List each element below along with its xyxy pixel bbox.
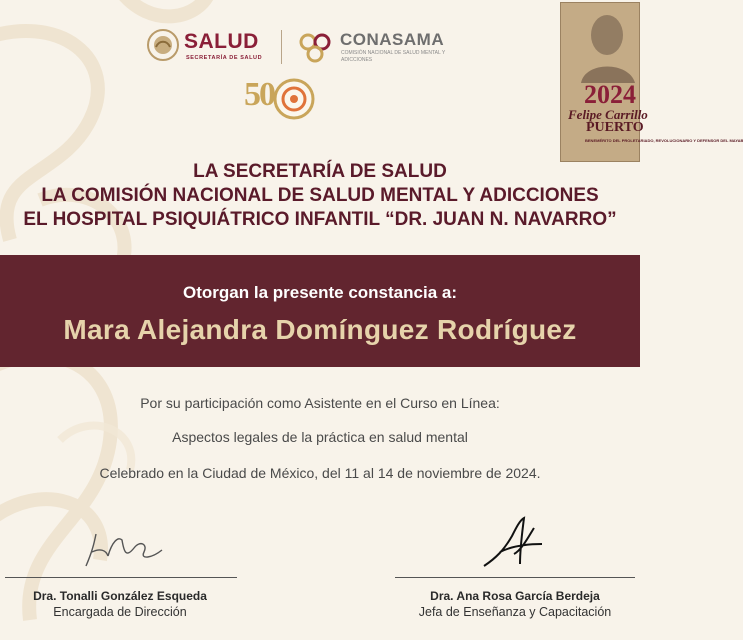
year-honoree-description: BENEMÉRITO DEL PROLETARIADO, REVOLUCIONARIO Y DEFENSOR DEL MAYAB xyxy=(585,138,743,143)
right-signatory-name: Dra. Ana Rosa García Berdeja xyxy=(430,589,600,603)
left-signature-line xyxy=(5,577,237,578)
left-signature xyxy=(78,522,168,574)
logo-divider xyxy=(281,30,282,64)
conasama-logo-title: CONASAMA xyxy=(340,30,445,49)
right-signature-line xyxy=(395,577,635,578)
grant-intro: Otorgan la presente constancia a: xyxy=(183,283,457,302)
institution-line: LA SECRETARÍA DE SALUD xyxy=(193,161,447,182)
course-title: Aspectos legales de la práctica en salud mental xyxy=(172,429,468,445)
right-signature xyxy=(472,514,562,572)
left-signatory-name: Dra. Tonalli González Esqueda xyxy=(33,589,207,603)
year-honoree-surname: PUERTO xyxy=(586,120,644,135)
recipient-band xyxy=(0,255,640,367)
conasama-symbol-icon xyxy=(296,30,336,66)
participation-role: Asistente xyxy=(304,395,363,411)
portrait-illustration xyxy=(561,3,639,83)
hospital-seal-icon xyxy=(272,77,316,121)
participation-prefix: Por su participación como xyxy=(140,395,305,411)
year-number: 2024 xyxy=(584,80,636,109)
anniversary-badge: 50 xyxy=(244,76,274,113)
participation-suffix: en el Curso en Línea: xyxy=(362,395,500,411)
left-signatory-role: Encargada de Dirección xyxy=(53,605,187,619)
conasama-logo-subtitle: COMISIÓN NACIONAL DE SALUD MENTAL Y ADICCIONES xyxy=(341,50,446,63)
salud-logo-subtitle: SECRETARÍA DE SALUD xyxy=(186,55,263,61)
salud-emblem-icon xyxy=(146,28,180,62)
salud-logo-title: SALUD xyxy=(184,30,259,53)
year-honoree-name: Felipe Carrillo xyxy=(568,107,648,122)
institution-line: EL HOSPITAL PSIQUIÁTRICO INFANTIL “DR. JUAN N. NAVARRO” xyxy=(23,209,617,230)
celebration-statement: Celebrado en la Ciudad de México, del 11 al 14 de noviembre de 2024. xyxy=(99,465,541,481)
institution-line: LA COMISIÓN NACIONAL DE SALUD MENTAL Y ADICCIONES xyxy=(41,185,599,206)
recipient-name: Mara Alejandra Domínguez Rodríguez xyxy=(63,314,577,345)
right-signatory-role: Jefa de Enseñanza y Capacitación xyxy=(418,605,612,619)
participation-statement xyxy=(0,395,640,411)
granting-institutions xyxy=(0,160,640,232)
